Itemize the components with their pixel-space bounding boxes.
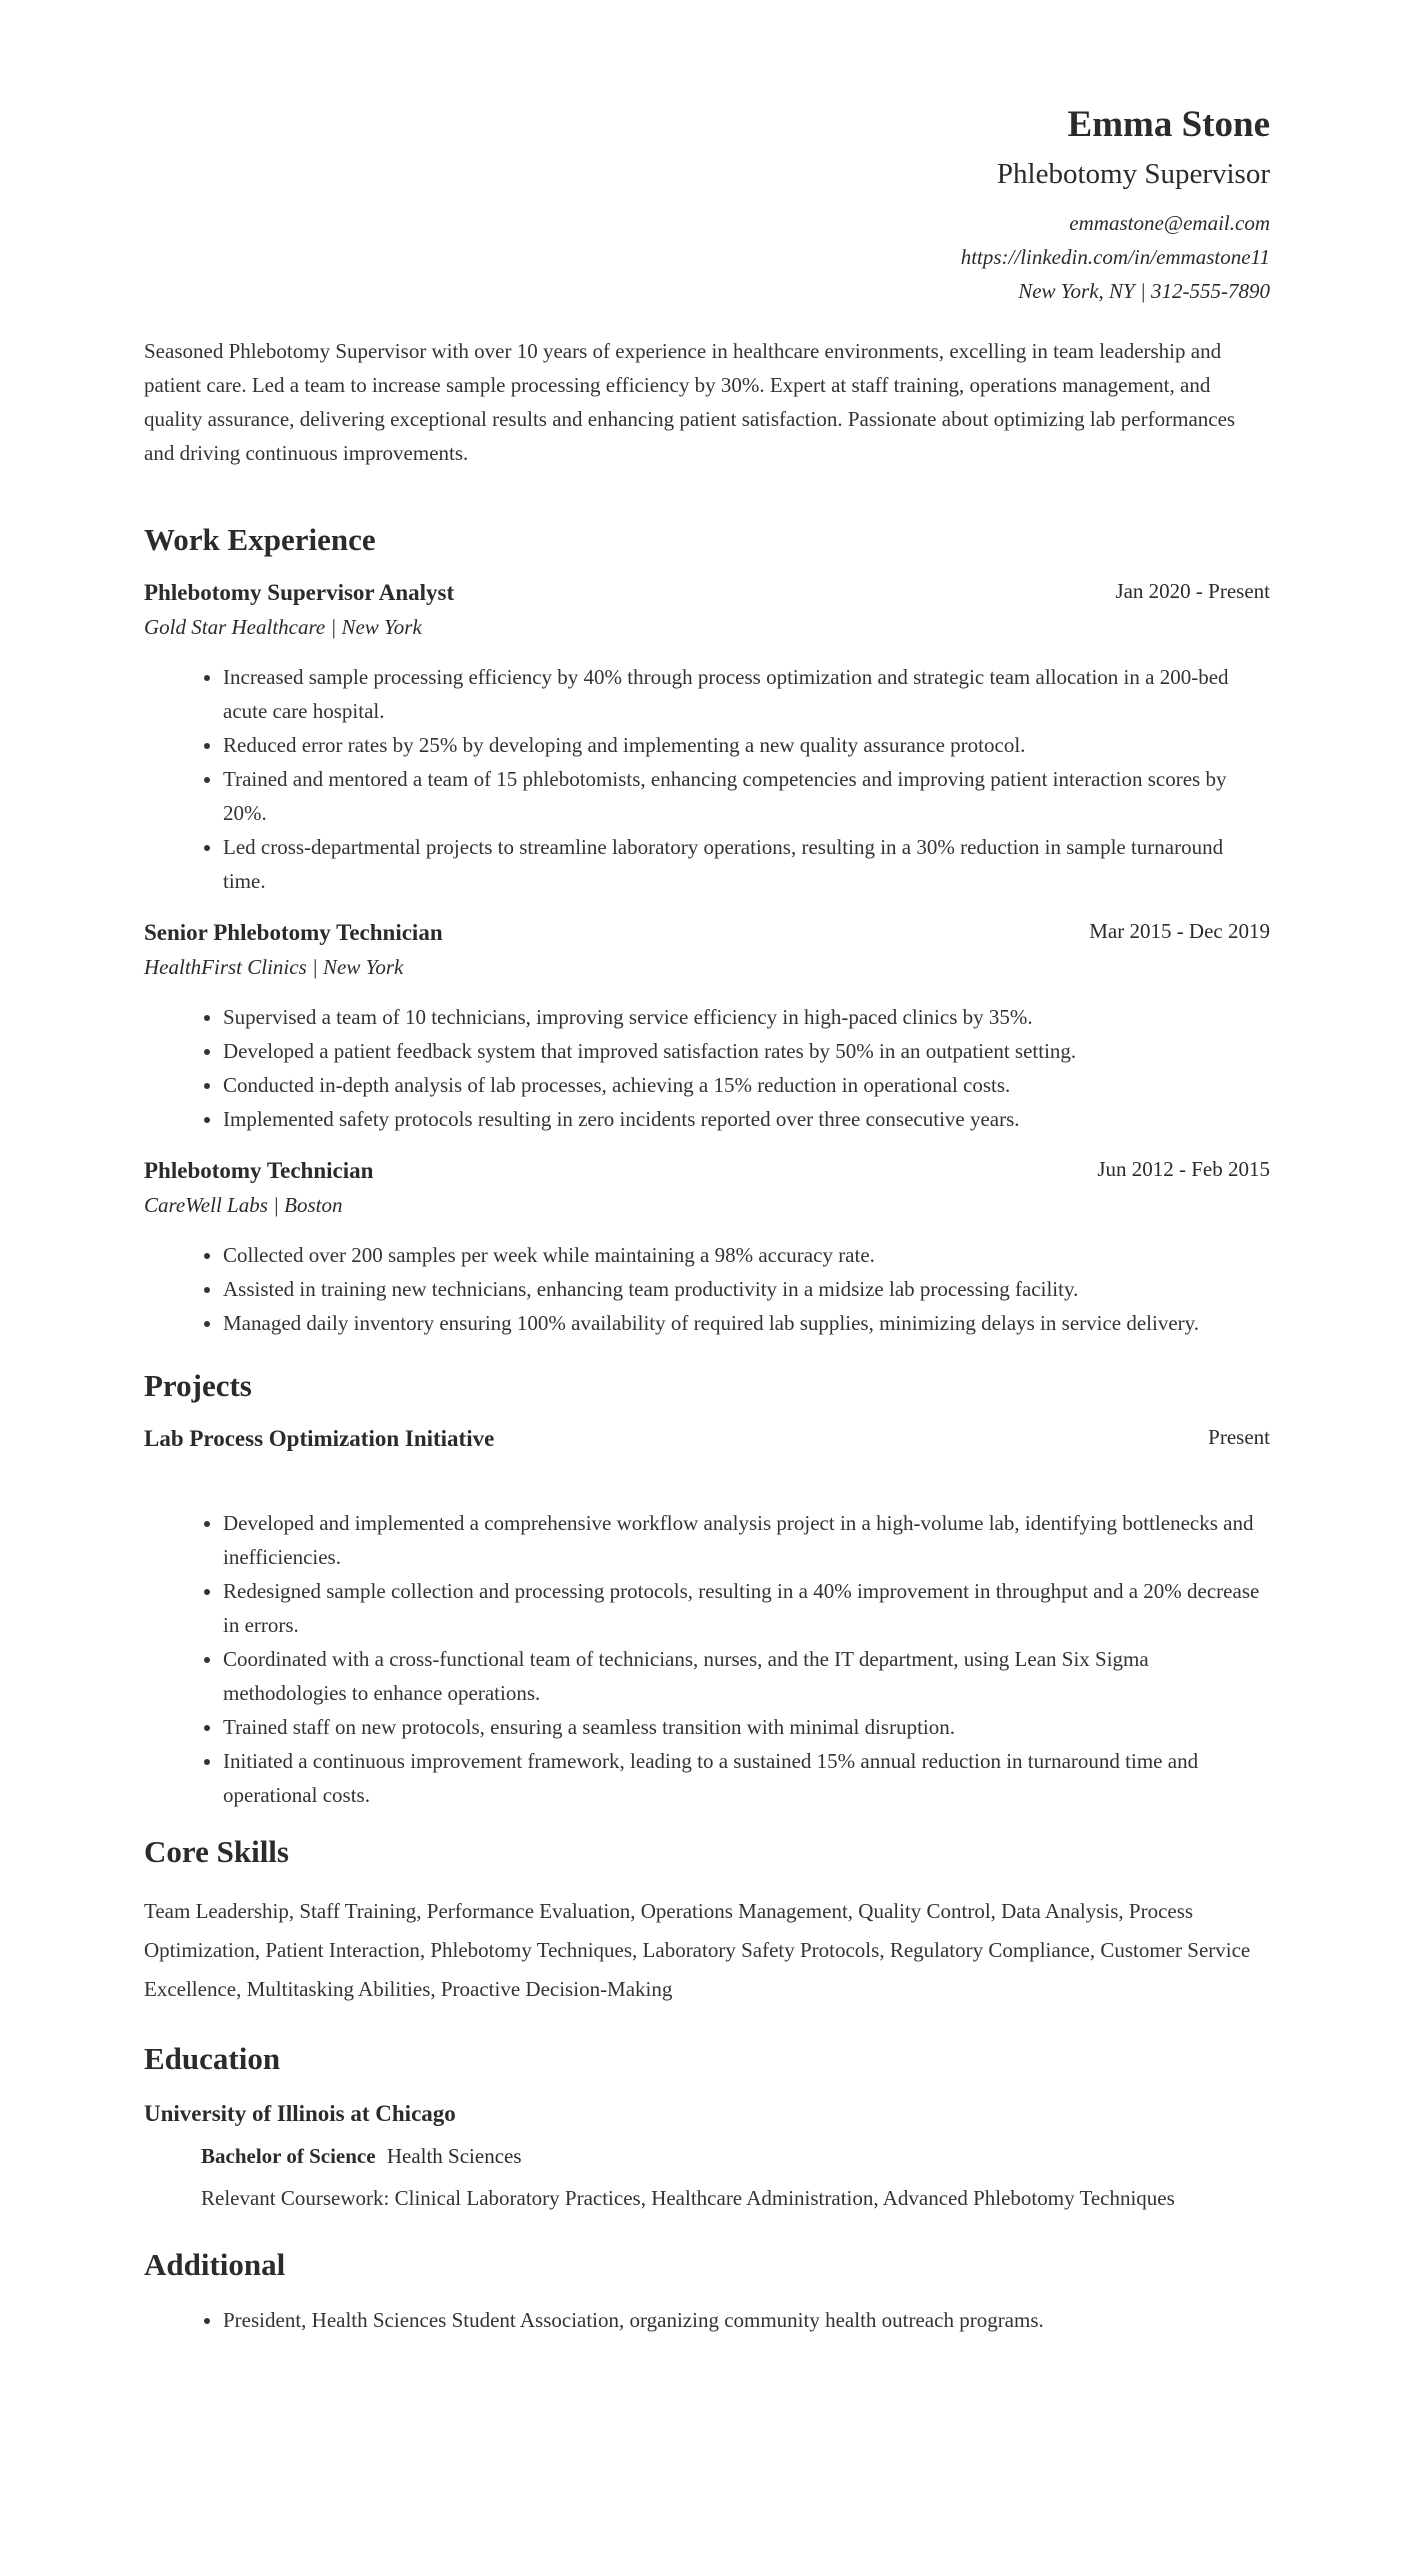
job-bullets (144, 1238, 1270, 1340)
work-entry (144, 1154, 1270, 1340)
job-title: Senior Phlebotomy Technician (144, 920, 443, 945)
bullet-item: • Implemented safety protocols resulting in zero incidents reported over three consecutive years. (223, 1102, 1270, 1136)
contact-email: emmastone@email.com (1069, 211, 1270, 235)
bullet-item: • Developed a patient feedback system that improved satisfaction rates by 50% in an outpatient setting. (223, 1034, 1270, 1068)
job-bullets (144, 1000, 1270, 1136)
contact-location-phone: New York, NY | 312-555-7890 (1018, 279, 1270, 303)
project-bullets (144, 1506, 1270, 1812)
candidate-name: Emma Stone (1067, 104, 1270, 145)
bullet-item: • Coordinated with a cross-functional team of technicians, nurses, and the IT department, using Lean Six Sigma methodologies to enhance operations. (223, 1642, 1270, 1710)
job-dates: Mar 2015 - Dec 2019 (1089, 919, 1270, 943)
project-entry (144, 1422, 1270, 1812)
work-entry (144, 576, 1270, 898)
bullet-item: • Led cross-departmental projects to streamline laboratory operations, resulting in a 30% reduction in sample turnaround time. (223, 830, 1270, 898)
section-title-education: Education (144, 2041, 281, 2076)
bullet-item: • Reduced error rates by 25% by developing and implementing a new quality assurance protocol. (223, 728, 1270, 762)
section-title-work: Work Experience (144, 522, 376, 557)
bullet-item: • Collected over 200 samples per week while maintaining a 98% accuracy rate. (223, 1238, 1270, 1272)
contact-linkedin: https://linkedin.com/in/emmastone11 (960, 245, 1270, 269)
resume-header (144, 100, 1270, 308)
bullet-item: • Conducted in-depth analysis of lab processes, achieving a 15% reduction in operational costs. (223, 1068, 1270, 1102)
job-company: CareWell Labs | Boston (144, 1193, 343, 1217)
section-title-additional: Additional (144, 2247, 286, 2282)
bullet-item: • President, Health Sciences Student Association, organizing community health outreach programs. (223, 2303, 1270, 2337)
job-dates: Jan 2020 - Present (1115, 579, 1270, 603)
education-school: University of Illinois at Chicago (144, 2101, 456, 2126)
education-degree-line (144, 2139, 1270, 2173)
bullet-item: • Trained and mentored a team of 15 phlebotomists, enhancing competencies and improving patient interaction scores by 20%. (223, 762, 1270, 830)
job-title: Phlebotomy Supervisor Analyst (144, 580, 455, 605)
candidate-title: Phlebotomy Supervisor (996, 158, 1270, 190)
bullet-item: • Trained staff on new protocols, ensuring a seamless transition with minimal disruption. (223, 1710, 1270, 1744)
additional-bullets (144, 2303, 1270, 2337)
bullet-item: • Initiated a continuous improvement framework, leading to a sustained 15% annual reduction in turnaround time and operational costs. (223, 1744, 1270, 1812)
job-dates: Jun 2012 - Feb 2015 (1097, 1157, 1270, 1181)
job-bullets (144, 660, 1270, 898)
work-entry (144, 916, 1270, 1136)
bullet-item: • Supervised a team of 10 technicians, improving service efficiency in high-paced clinics by 35%. (223, 1000, 1270, 1034)
project-dates: Present (1208, 1425, 1270, 1449)
project-title: Lab Process Optimization Initiative (144, 1426, 495, 1451)
job-company: HealthFirst Clinics | New York (144, 955, 404, 979)
job-title: Phlebotomy Technician (144, 1158, 374, 1183)
section-title-projects: Projects (144, 1368, 252, 1403)
bullet-item: • Managed daily inventory ensuring 100% availability of required lab supplies, minimizing delays in service delivery. (223, 1306, 1270, 1340)
section-title-skills: Core Skills (144, 1834, 289, 1869)
education-field: Health Sciences (386, 2144, 522, 2168)
job-company: Gold Star Healthcare | New York (144, 615, 422, 639)
bullet-item: • Increased sample processing efficiency by 40% through process optimization and strategic team allocation in a 200-bed acute care hospital. (223, 660, 1270, 728)
skills-list: Team Leadership, Staff Training, Performance Evaluation, Operations Management, Quality Control, Data Analysis, Process Optimization, Patient Interaction, Phlebotomy Techniques, Laboratory Safety Protocols, Regulatory Compliance, Customer Service Excellence, Multitasking Abilities, Proactive Decision-Making (144, 1899, 1251, 2001)
education-degree: Bachelor of Science (201, 2144, 376, 2168)
bullet-item: • Developed and implemented a comprehensive workflow analysis project in a high-volume lab, identifying bottlenecks and inefficiencies. (223, 1506, 1270, 1574)
summary-paragraph: Seasoned Phlebotomy Supervisor with over 10 years of experience in healthcare environments, excelling in team leadership and patient care. Led a team to increase sample processing efficiency by 30%. Expert at staff training, operations management, and quality assurance, delivering exceptional results and enhancing patient satisfaction. Passionate about optimizing lab performances and driving continuous improvements. (144, 339, 1236, 465)
bullet-item: • Redesigned sample collection and processing protocols, resulting in a 40% improvement in throughput and a 20% decrease in errors. (223, 1574, 1270, 1642)
education-coursework: Relevant Coursework: Clinical Laboratory Practices, Healthcare Administration, Advanced Phlebotomy Techniques (201, 2186, 1175, 2210)
bullet-item: • Assisted in training new technicians, enhancing team productivity in a midsize lab processing facility. (223, 1272, 1270, 1306)
contact-block (144, 206, 1270, 308)
